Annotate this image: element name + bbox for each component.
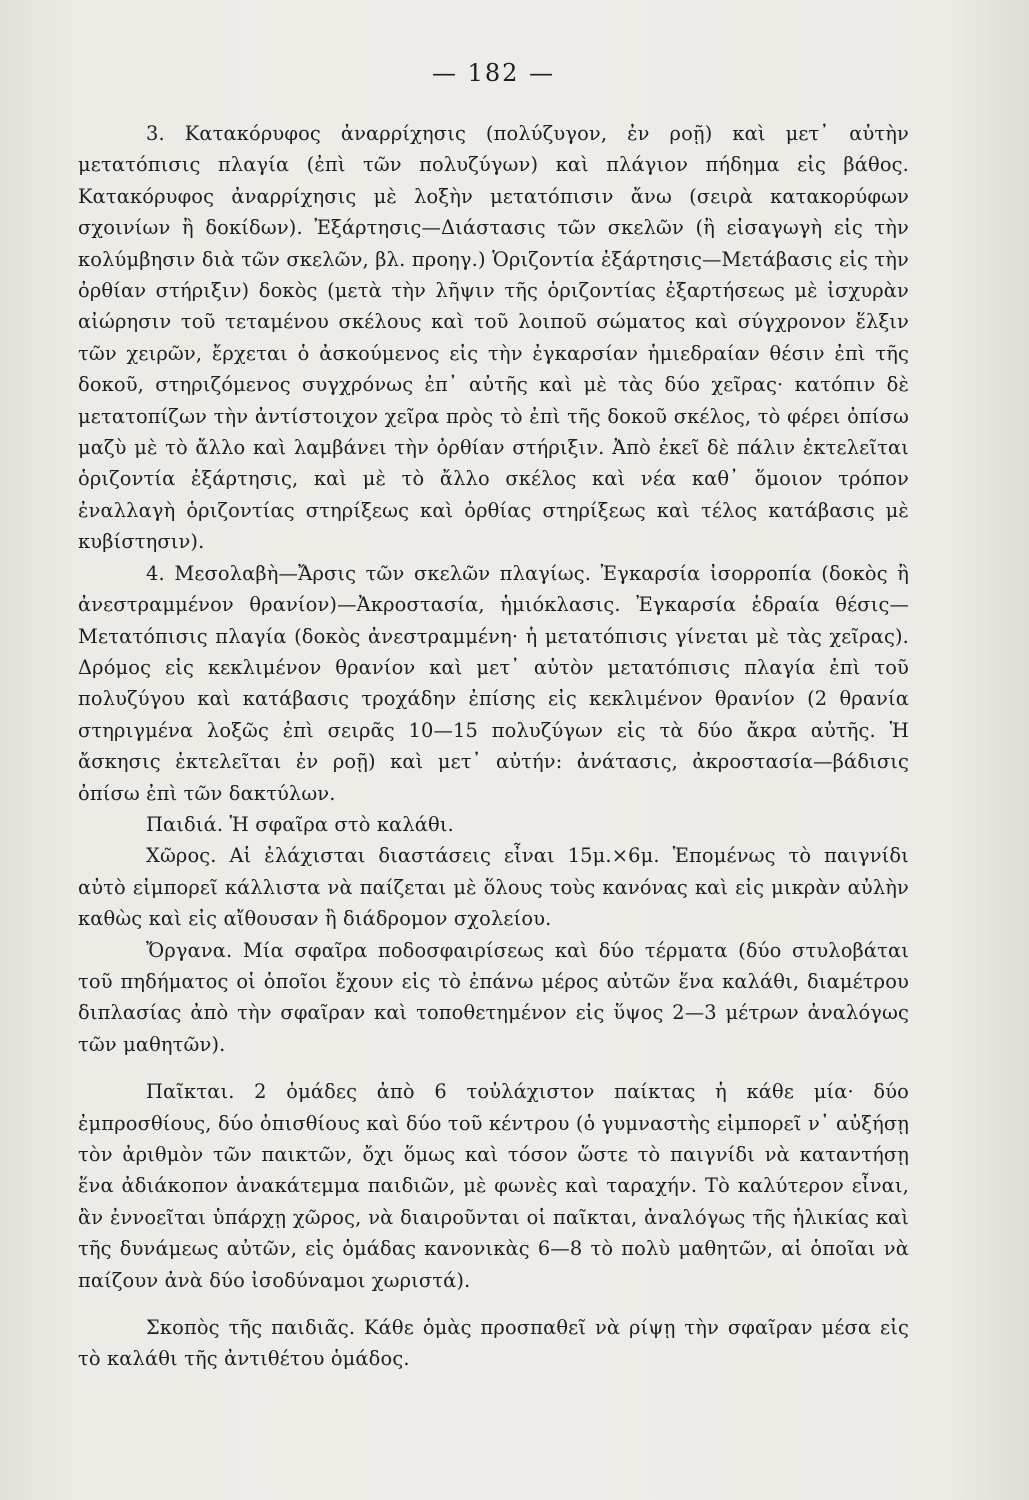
paragraph-space: Χῶρος. Αἱ ἐλάχισται διαστάσεις εἶναι 15μ.×6μ. Ἑπομένως τὸ παιγνίδι αὐτὸ εἰμπορεῖ κάλλιστα νὰ παίζεται μὲ ὅλους τοὺς κανόνας καὶ εἰς μικρὰν αὐλὴν καθὼς καὶ εἰς αἴθουσαν ἢ διάδρομον σχολείου. (78, 844, 909, 931)
paragraph-exercise-4: 4. Μεσολαβὴ—Ἄρσις τῶν σκελῶν πλαγίως. Ἐγκαρσία ἰσορροπία (δοκὸς ἢ ἀνεστραμμένον θρανίον)—Ἀκροστασία, ἡμιόκλασις. Ἐγκαρσία ἑδραία θέσις—Μετατόπισις πλαγία (δοκὸς ἀνεστραμμένη· ἡ μετατόπισις γίνεται μὲ τὰς χεῖρας). Δρόμος εἰς κεκλιμένον θρανίον καὶ μετ᾽ αὐτὸν μετατόπισις πλαγία ἐπὶ τοῦ πολυζύγου καὶ κατάβασις τροχάδην ἐπίσης εἰς κεκλιμένον θρανίον (2 θρανία στηριγμένα λοξῶς ἐπὶ σειρᾶς 10—15 πολυζύγων εἰς τὰ δύο ἄκρα αὐτῆς. Ἡ ἄσκησις ἐκτελεῖται ἐν ροῇ) καὶ μετ᾽ αὐτήν: ἀνάτασις, ἀκροστασία—βάδισις ὀπίσω ἐπὶ τῶν δακτύλων. (78, 561, 909, 805)
paragraph-equipment: Ὄργανα. Μία σφαῖρα ποδοσφαιρίσεως καὶ δύο τέρματα (δύο στυλοβάται τοῦ πηδήματος οἱ ὁποῖοι ἔχουν εἰς τὸ ἐπάνω μέρος αὐτῶν ἕνα καλάθι, διαμέτρου διπλασίας ἀπὸ τὴν σφαῖραν καὶ τοποθετημένον εἰς ὕψος 2—3 μέτρων ἀναλόγως τῶν μαθητῶν). (78, 938, 909, 1056)
page-number: — 182 — (431, 59, 556, 87)
paragraph-players: Παῖκται. 2 ὁμάδες ἀπὸ 6 τοὐλάχιστον παίκτας ἡ κάθε μία· δύο ἐμπροσθίους, δύο ὀπισθίους καὶ δύο τοῦ κέντρου (ὁ γυμναστὴς εἰμπορεῖ ν᾽ αὐξήσῃ τὸν ἀριθμὸν τῶν παικτῶν, ὄχι ὅμως καὶ τόσον ὥστε τὸ παιγνίδι νὰ καταντήσῃ ἕνα ἀδιάκοπον ἀνακάτεμμα παιδιῶν, μὲ φωνὲς καὶ ταραχήν. Τὸ καλύτερον εἶναι, ἂν ἐννοεῖται ὑπάρχῃ χῶρος, νὰ διαιροῦνται οἱ παῖκται, ἀναλόγως τῆς ἡλικίας καὶ τῆς δυνάμεως αὐτῶν, εἰς ὁμάδας κανονικὰς 6—8 τὸ πολὺ μαθητῶν, αἱ ὁποῖαι νὰ παίζουν ἀνὰ δύο ἰσοδύναμοι χωριστά). (78, 1080, 909, 1292)
paragraph-objective: Σκοπὸς τῆς παιδιᾶς. Κάθε ὁμὰς προσπαθεῖ νὰ ρίψῃ τὴν σφαῖραν μέσα εἰς τὸ καλάθι τῆς ἀντιθέτου ὁμάδος. (78, 1316, 909, 1371)
paragraph-game-title: Παιδιά. Ἡ σφαῖρα στὸ καλάθι. (146, 812, 454, 836)
paragraph-exercise-3: 3. Κατακόρυφος ἀναρρίχησις (πολύζυγον, ἐν ροῇ) καὶ μετ᾽ αὐτὴν μετατόπισις πλαγία (ἐπὶ τῶν πολυζύγων) καὶ πλάγιον πήδημα εἰς βάθος. Κατακόρυφος ἀναρρίχησις μὲ λοξὴν μετατόπισιν ἄνω (σειρὰ κατακορύφων σχοινίων ἢ δοκίδων). Ἐξάρτησις—Διάστασις τῶν σκελῶν (ἢ εἰσαγωγὴ εἰς τὴν κολύμβησιν διὰ τῶν σκελῶν, βλ. προηγ.) Ὁριζοντία ἐξάρτησις—Μετάβασις εἰς τὴν ὀρθίαν στήριξιν) δοκὸς (μετὰ τὴν λῆψιν τῆς ὁριζοντίας ἐξαρτήσεως μὲ ἰσχυρὰν αἰώρησιν τοῦ τεταμένου σκέλους καὶ τοῦ λοιποῦ σώματος καὶ σύγχρονον ἕλξιν τῶν χειρῶν, ἔρχεται ὁ ἀσκούμενος εἰς τὴν ἐγκαρσίαν ἡμιεδραίαν θέσιν ἐπὶ τῆς δοκοῦ, στηριζόμενος συγχρόνως ἐπ᾽ αὐτῆς καὶ μὲ τὰς δύο χεῖρας· κατόπιν δὲ μετατοπίζων τὴν ἀντίστοιχον χεῖρα πρὸς τὸ ἐπὶ τῆς δοκοῦ σκέλος, τὸ φέρει ὀπίσω μαζὺ μὲ τὸ ἄλλο καὶ λαμβάνει τὴν ὀρθίαν στήριξιν. Ἀπὸ ἐκεῖ δὲ πάλιν ἐκτελεῖται ὁριζοντία ἐξάρτησις, καὶ μὲ τὸ ἄλλο σκέλος καὶ νέα καθ᾽ ὅμοιον τρόπον ἐναλλαγὴ ὁριζοντίας στηρίξεως καὶ ὀρθίας στηρίξεως καὶ τέλος κατάβασις μὲ κυβίστησιν). (78, 122, 909, 554)
